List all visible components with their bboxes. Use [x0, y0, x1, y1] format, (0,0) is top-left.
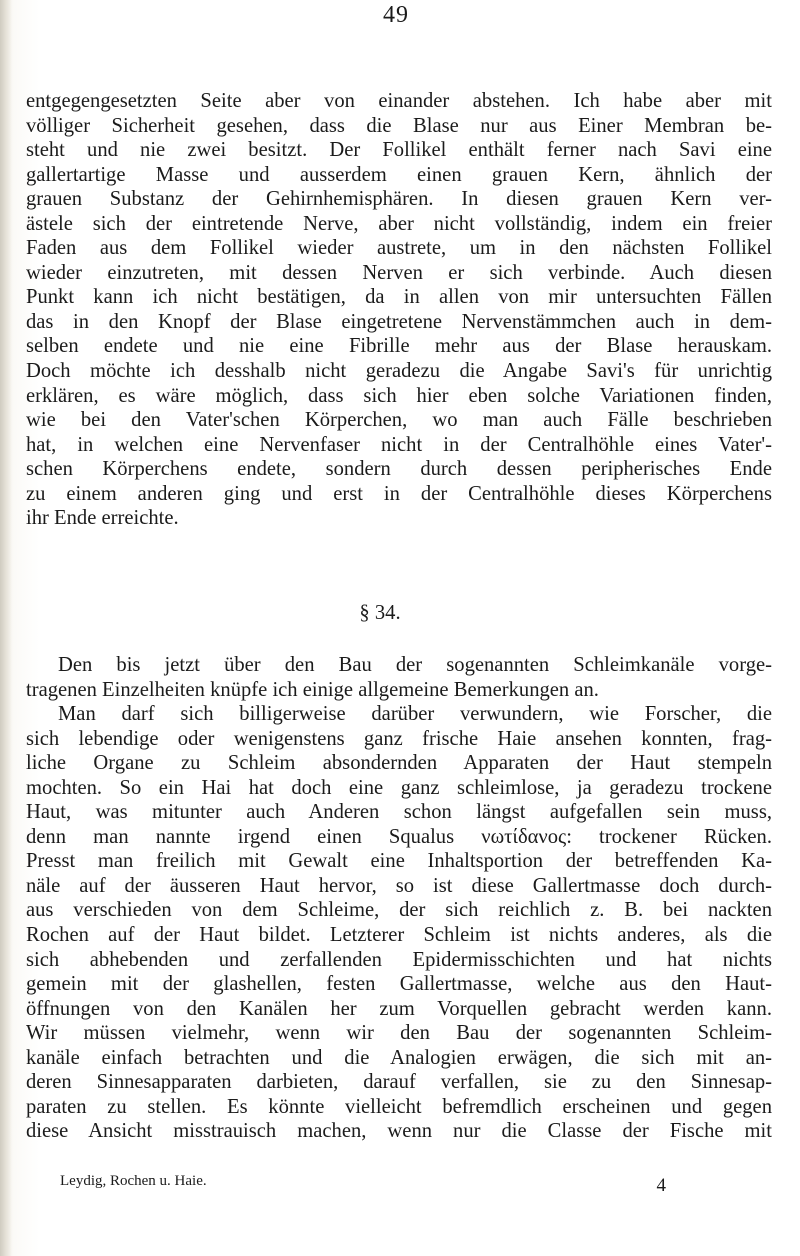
text-line: selben endete und nie eine Fibrille mehr aus der Blase herauskam.: [26, 335, 772, 358]
text-line: zu einem anderen ging und erst in der Centralhöhle dieses Körperchens: [26, 482, 772, 505]
text-line: Den bis jetzt über den Bau der sogenannten Schleimkanäle vorge-: [58, 654, 772, 676]
text-line: paraten zu stellen. Es könnte vielleicht befremdlich erscheinen und gegen: [26, 1095, 772, 1118]
text-line: tragenen Einzelheiten knüpfe ich einige allgemeine Bemerkungen an.: [26, 678, 599, 701]
signature-mark: 4: [656, 1175, 666, 1196]
text-line: deren Sinnesapparaten darbieten, darauf verfallen, sie zu den Sinnesap-: [26, 1071, 772, 1094]
text-line: sich abhebenden und zerfallenden Epidermisschichten und hat nichts: [26, 948, 772, 971]
binding-shadow: [0, 0, 12, 1256]
text-line: öffnungen von den Kanälen her zum Vorquellen gebracht werden kann.: [26, 997, 772, 1020]
text-line: Presst man freilich mit Gewalt eine Inhaltsportion der betreffenden Ka-: [26, 850, 772, 873]
text-line: grauen Substanz der Gehirnhemisphären. In diesen grauen Kern ver-: [26, 188, 772, 211]
text-line: Doch möchte ich desshalb nicht geradezu die Angabe Savi's für unrichtig: [26, 360, 772, 383]
paragraph-1: [26, 89, 772, 531]
text-line: sich lebendige oder wenigenstens ganz frische Haie ansehen konnten, frag-: [26, 727, 772, 750]
text-line: schen Körperchens endete, sondern durch dessen peripherisches Ende: [26, 458, 772, 481]
text-line: gemein mit der glashellen, festen Gallertmasse, welche aus den Haut-: [26, 973, 772, 996]
text-line: wieder einzutreten, mit dessen Nerven er sich verbinde. Auch diesen: [26, 261, 772, 284]
text-line: gallertartige Masse und ausserdem einen grauen Kern, ähnlich der: [26, 163, 772, 186]
text-line: ihr Ende erreichte.: [26, 507, 179, 530]
text-line: ästele sich der eintretende Nerve, aber nicht vollständig, indem ein freier: [26, 212, 772, 235]
paragraph-3: [26, 702, 772, 1144]
text-line: das in den Knopf der Blase eingetretene Nervenstämmchen auch in dem-: [26, 310, 772, 333]
text-line: Faden aus dem Follikel wieder austrete, um in den nächsten Follikel: [26, 237, 772, 260]
text-line: Man darf sich billigerweise darüber verwundern, wie Forscher, die: [58, 703, 772, 726]
section-heading: § 34.: [359, 602, 401, 624]
text-line: Rochen auf der Haut bildet. Letzterer Schleim ist nichts anderes, als die: [26, 924, 772, 947]
text-line: wie bei den Vater'schen Körperchen, wo man auch Fälle beschrieben: [26, 409, 772, 432]
text-line: völliger Sicherheit gesehen, dass die Blase nur aus Einer Membran be-: [26, 114, 772, 137]
paragraph-2: [26, 653, 772, 702]
text-line: mochten. So ein Hai hat doch eine ganz schleimlose, ja geradezu trockene: [26, 776, 772, 799]
text-line: näle auf der äusseren Haut hervor, so ist diese Gallertmasse doch durch-: [26, 874, 772, 897]
text-line: steht und nie zwei besitzt. Der Follikel enthält ferner nach Savi eine: [26, 139, 772, 162]
text-line: Punkt kann ich nicht bestätigen, da in allen von mir untersuchten Fällen: [26, 286, 772, 309]
text-line: Haut, was mitunter auch Anderen schon längst aufgefallen sein muss,: [26, 801, 772, 824]
page-number: 49: [383, 2, 409, 28]
running-title: Leydig, Rochen u. Haie.: [60, 1173, 207, 1189]
text-line: liche Organe zu Schleim absondernden Apparaten der Haut stempeln: [26, 752, 772, 775]
text-line: hat, in welchen eine Nervenfaser nicht in der Centralhöhle eines Vater'-: [26, 433, 772, 456]
text-line: aus verschieden von dem Schleime, der sich reichlich z. B. bei nackten: [26, 899, 772, 922]
text-line: diese Ansicht misstrauisch machen, wenn nur die Classe der Fische mit: [26, 1120, 772, 1143]
text-line: kanäle einfach betrachten und die Analogien erwägen, die sich mit an-: [26, 1046, 772, 1069]
text-line: entgegengesetzten Seite aber von einander abstehen. Ich habe aber mit: [26, 90, 772, 112]
text-line: erklären, es wäre möglich, dass sich hier eben solche Variationen finden,: [26, 384, 772, 407]
text-line: denn man nannte irgend einen Squalus νωτίδανος: trockener Rücken.: [26, 825, 772, 848]
section-body: [26, 653, 772, 1144]
text-line: Wir müssen vielmehr, wenn wir den Bau der sogenannten Schleim-: [26, 1022, 772, 1045]
